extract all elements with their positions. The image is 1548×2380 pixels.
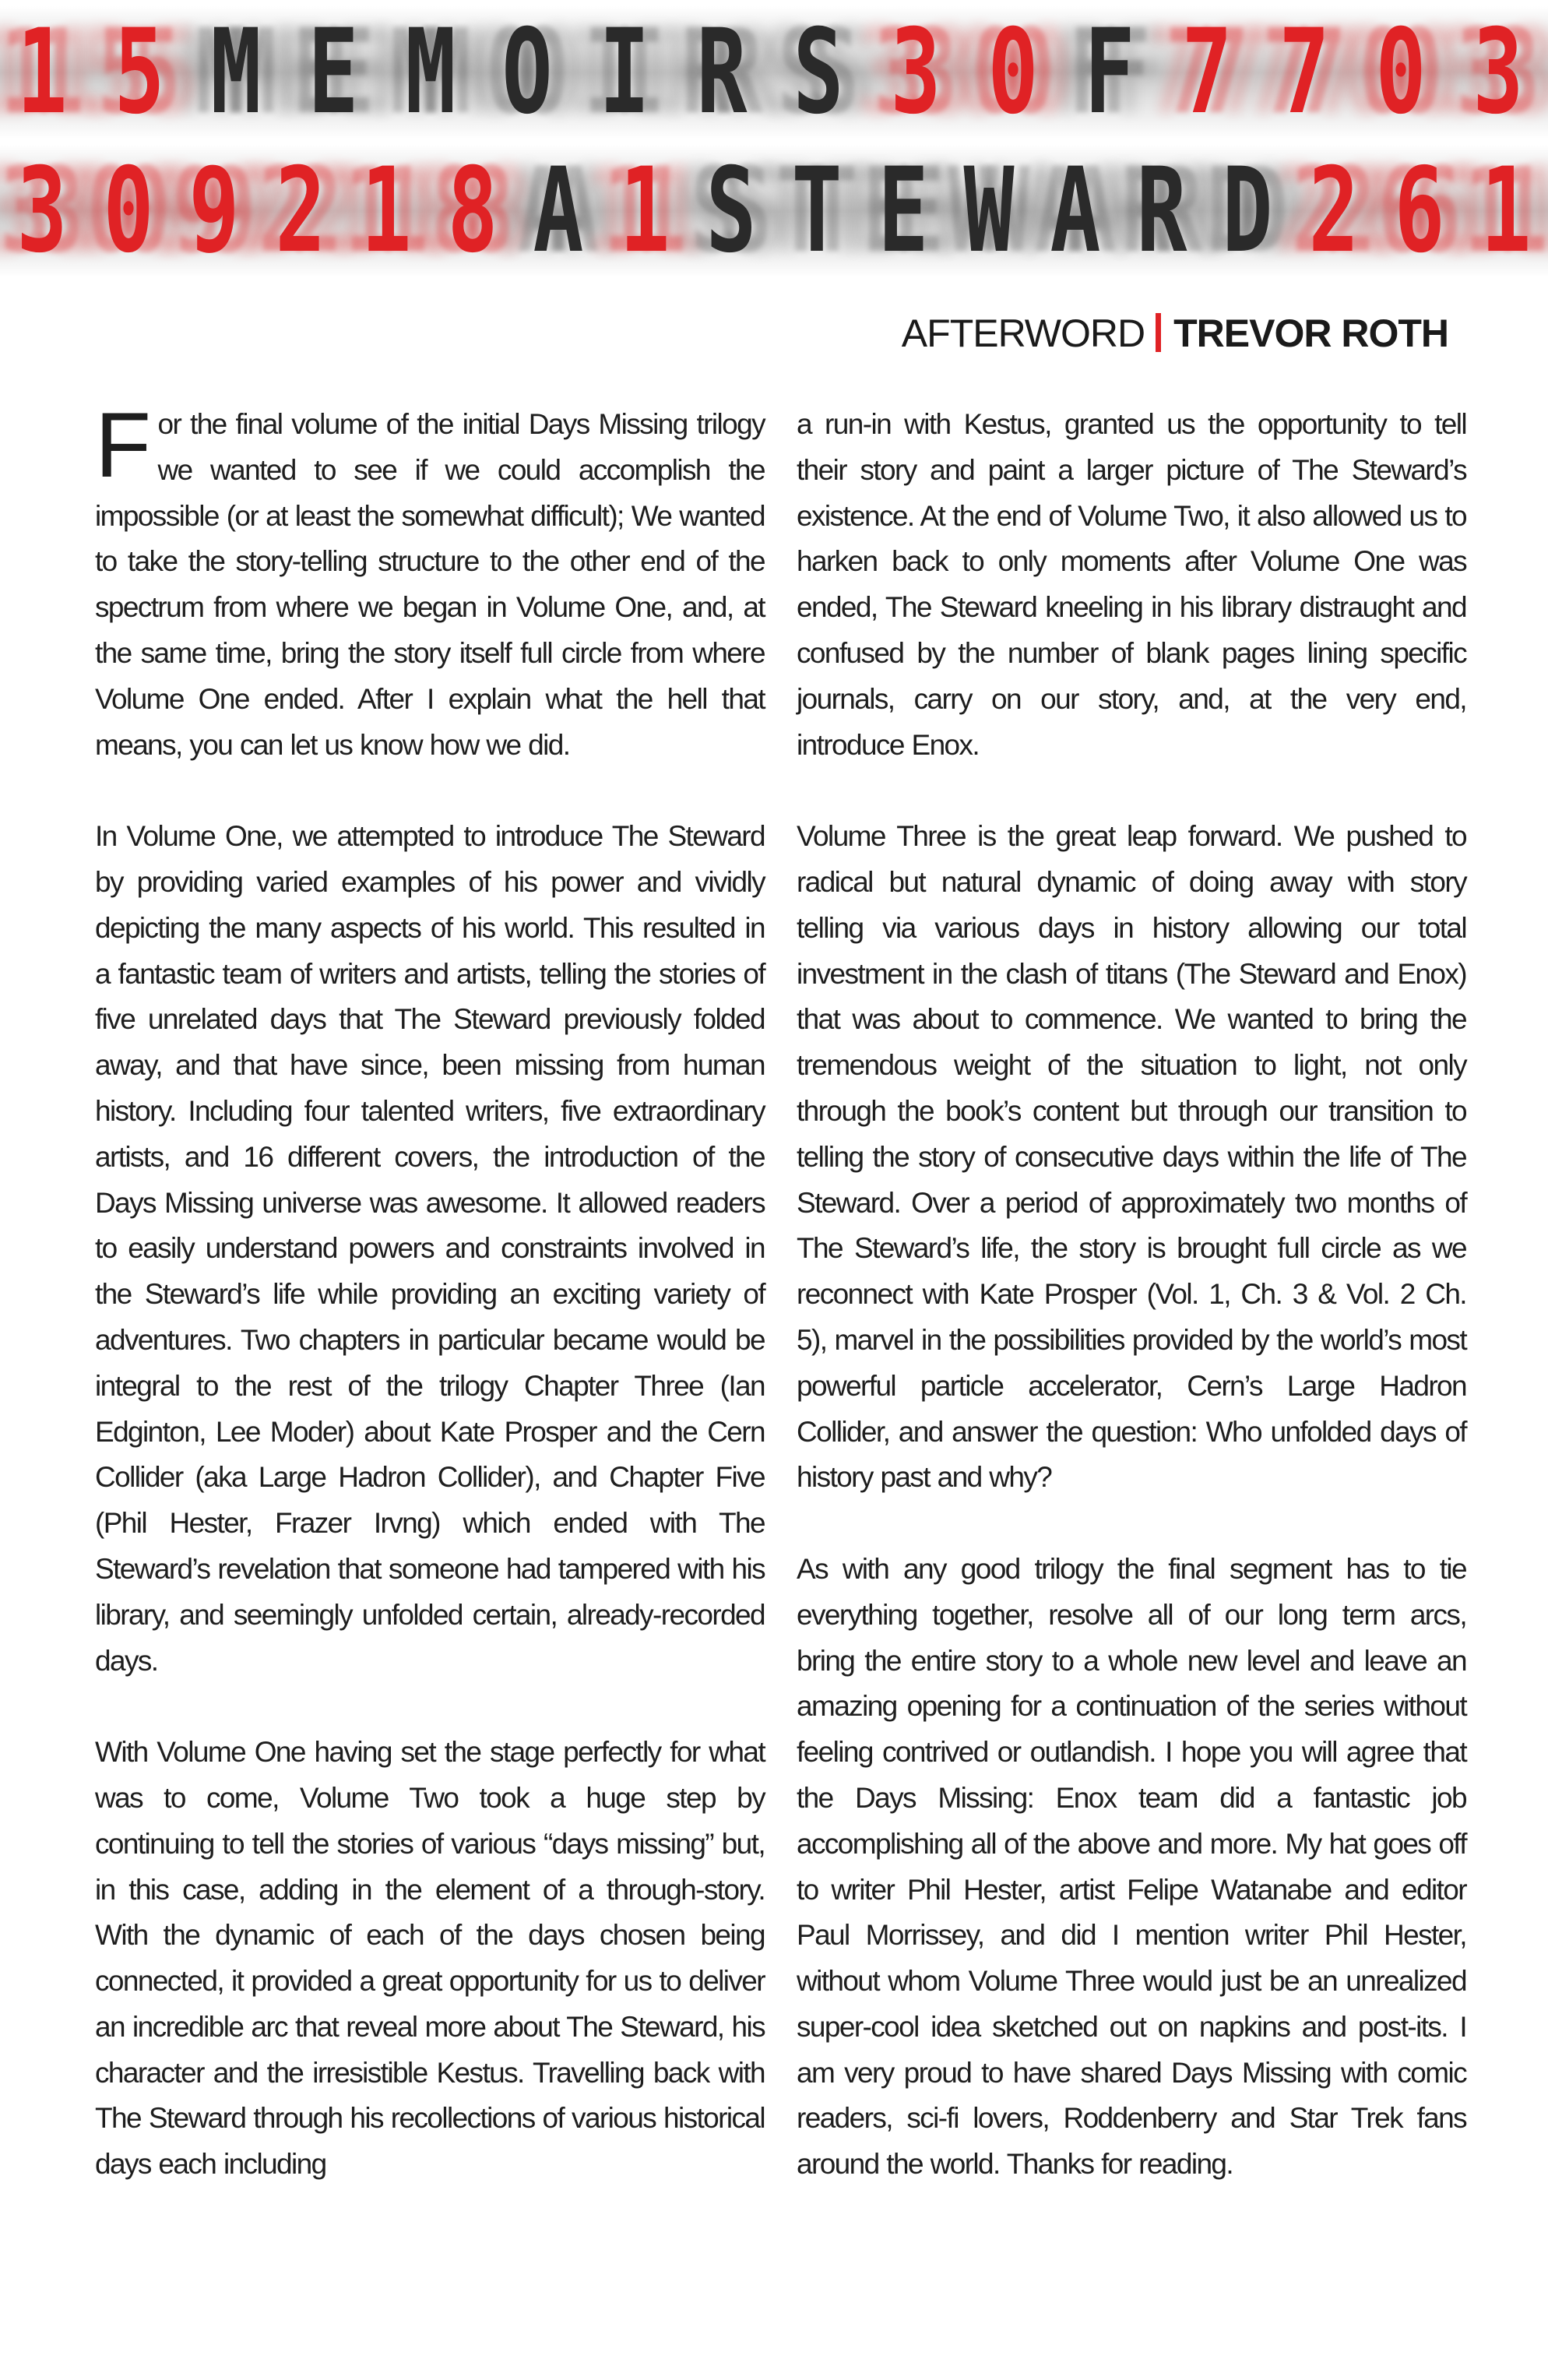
- banner-glyph: 5: [114, 5, 165, 140]
- banner-glyph: A: [533, 143, 584, 279]
- paragraph-intro-text: or the final volume of the initial Days Missing trilogy we wanted to see if we could accomplish the impossible (or at least the somewhat difficult); We wanted to take the story-telling structure to the other end of the spectrum from where we began in Volume One, and, at the same time, bring the story itself full circle from where Volume One ended. After I explain what the hell that means, you can let us know how we did.: [95, 408, 765, 761]
- banner-glyph: 7: [1181, 5, 1233, 140]
- banner-glyph: 0: [1375, 5, 1427, 140]
- banner-glyph: R: [1136, 143, 1187, 279]
- paragraph-volume-three: Volume Three is the great leap forward. We pushed to radical but natural dynamic of doing away with story telling via various days in history allowing our total investment in the clash of titans (The Steward and Enox) that was about to commence. We wanted to bring the tremendous weight of the situation to light, not only through the book’s content but through our transition to telling the story of consecutive days within the life of The Steward. Over a period of approximately two months of The Steward’s life, the story is brought full circle as we reconnect with Kate Prosper (Vol. 1, Ch. 3 & Vol. 2 Ch. 5), marvel in the possibilities provided by the world’s most powerful particle accelerator, Cern’s Large Hadron Collider, and answer the question: Who unfolded days of history past and why?: [797, 820, 1466, 1494]
- banner-glyph: 1: [16, 5, 68, 140]
- banner-glyph: S: [705, 143, 757, 279]
- banner-glyph: 6: [1394, 143, 1445, 279]
- banner-glyph: 0: [103, 143, 154, 279]
- banner-glyph: 9: [188, 143, 240, 279]
- banner-glyph: 3: [16, 143, 68, 279]
- banner-glyph: W: [963, 143, 1015, 279]
- banner-glyph: 3: [1472, 5, 1524, 140]
- banner-glyph: O: [501, 5, 553, 140]
- banner-glyph: R: [696, 5, 748, 140]
- banner-glyph: S: [793, 5, 844, 140]
- banner-row-steward: [0, 145, 1548, 277]
- banner-glyph: 2: [275, 143, 326, 279]
- banner-glyph: T: [791, 143, 843, 279]
- section-label: AFTERWORD: [901, 312, 1145, 355]
- paragraph-conclusion: As with any good trilogy the final segment has to tie everything together, resolve all of our long term arcs, bring the entire story to a whole new level and leave an amazing opening for a continuation of the series without feeling contrived or outlandish. I hope you will agree that the Days Missing: Enox team did a fantastic job accomplishing all of the above and more. My hat goes off to writer Phil Hester, artist Felipe Watanabe and editor Paul Morrissey, and did I mention writer Phil Hester, without whom Volume Three would just be an unrealized super-cool idea sketched out on napkins and post-its. I am very proud to have shared Days Missing with comic readers, sci-fi lovers, Roddenberry and Star Trek fans around the world. Thanks for reading.: [797, 1552, 1466, 2181]
- byline: [902, 310, 1448, 357]
- paragraph-intro: [95, 394, 765, 768]
- paragraph-volume-two: With Volume One having set the stage perfectly for what was to come, Volume Two took a huge step by continuing to tell the stories of various “days missing” but, in this case, adding in the element of a through-story. With the dynamic of each of the days chosen being connected, it provided a great opportunity for us to deliver an incredible arc that reveal more about The Steward, his character and the irresistible Kestus. Travelling back with The Steward through his recollections of various historical days each including: [95, 1736, 765, 2181]
- banner-glyph: A: [1050, 143, 1101, 279]
- article-column-right: [797, 402, 1466, 2234]
- banner-glyph: M: [405, 5, 456, 140]
- article-column-left: [95, 394, 765, 2234]
- banner-glyph: 0: [987, 5, 1039, 140]
- author-name: TREVOR ROTH: [1173, 312, 1448, 355]
- banner-glyph: 7: [1279, 5, 1330, 140]
- banner-glyph: D: [1222, 143, 1273, 279]
- banner-glyph: 1: [619, 143, 670, 279]
- banner-glyph: M: [210, 5, 262, 140]
- drop-cap: F: [95, 394, 150, 497]
- banner-row-memoirs: [0, 6, 1548, 139]
- banner-glyph: E: [878, 143, 929, 279]
- title-banner: [0, 0, 1548, 280]
- banner-glyph: E: [308, 5, 359, 140]
- paragraph-volume-one: In Volume One, we attempted to introduce The Steward by providing varied examples of his power and vividly depicting the many aspects of his world. This resulted in a fantastic team of writers and artists, telling the stories of five unrelated days that The Steward previously folded away, and that have since, been missing from human history. Including four talented writers, five extraordinary artists, and 16 different covers, the introduction of the Days Missing universe was awesome. It allowed readers to easily understand powers and constraints involved in the Steward’s life while providing an exciting variety of adventures. Two chapters in particular became would be integral to the rest of the trilogy Chapter Three (Ian Edginton, Lee Moder) about Kate Prosper and the Cern Collider (aka Large Hadron Collider), and Chapter Five (Phil Hester, Frazer Irvng) which ended with The Steward’s revelation that someone had tampered with his library, and seemingly unfolded certain, already-recorded days.: [95, 820, 765, 1677]
- byline-divider: [1156, 313, 1161, 352]
- banner-glyph: I: [599, 5, 650, 140]
- paragraph-volume-two-continued: a run-in with Kestus, granted us the opportunity to tell their story and paint a larger picture of The Steward’s existence. At the end of Volume Two, it also allowed us to harken back to only moments after Volume One was ended, The Steward kneeling in his library distraught and confused by the number of blank pages lining specific journals, carry on our story, and, at the very end, introduce Enox.: [797, 408, 1466, 761]
- banner-glyph: 1: [361, 143, 412, 279]
- banner-glyph: 1: [1480, 143, 1532, 279]
- banner-glyph: 2: [1308, 143, 1360, 279]
- banner-glyph: F: [1084, 5, 1135, 140]
- banner-glyph: 3: [890, 5, 941, 140]
- banner-glyph: 8: [447, 143, 498, 279]
